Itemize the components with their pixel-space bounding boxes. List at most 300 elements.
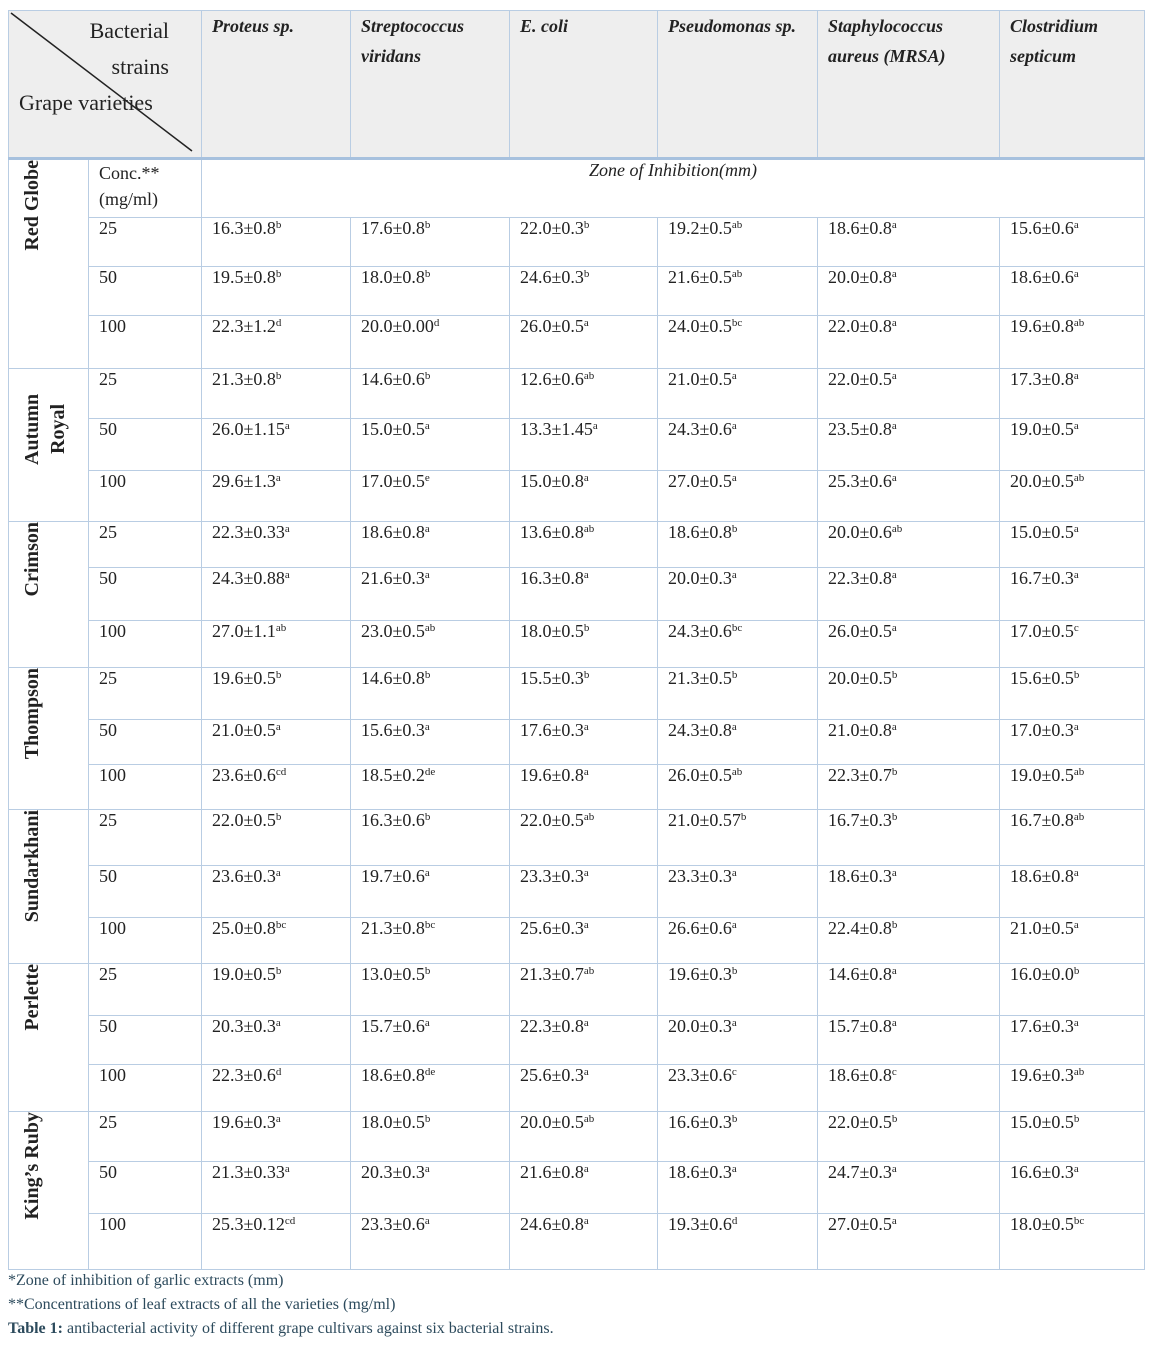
significance-letter: b [275, 219, 282, 231]
significance-letter: a [891, 1017, 897, 1029]
value-text: 16.6±0.3 [668, 1112, 732, 1132]
significance-letter: a [1073, 1017, 1079, 1029]
value-cell [510, 1065, 658, 1112]
value-cell [351, 218, 510, 267]
significance-letter: d [275, 1066, 282, 1078]
value-cell [351, 1214, 510, 1270]
value-text: 25.0±0.8 [212, 918, 276, 938]
value-cell [1000, 1162, 1145, 1214]
value-cell [351, 964, 510, 1016]
variety-name: Thompson [21, 668, 43, 760]
value-text: 20.3±0.3 [361, 1162, 425, 1182]
value-cell [818, 810, 1000, 866]
value-text: 27.0±0.5 [828, 1214, 892, 1234]
corner-bottom-label: Grape varieties [19, 90, 153, 115]
header-row [9, 11, 1145, 159]
significance-letter: a [1073, 268, 1079, 280]
value-cell [1000, 621, 1145, 668]
value-cell [510, 1162, 658, 1214]
value-text: 19.3±0.6 [668, 1214, 732, 1234]
value-cell [510, 369, 658, 419]
value-cell [818, 369, 1000, 419]
significance-letter: a [424, 1215, 430, 1227]
significance-letter: a [275, 472, 281, 484]
significance-letter: b [424, 219, 431, 231]
value-cell [510, 964, 658, 1016]
significance-letter: a [1073, 919, 1079, 931]
value-cell [351, 1162, 510, 1214]
value-cell [351, 668, 510, 720]
conc-cell: 100 [89, 316, 202, 369]
value-cell [818, 316, 1000, 369]
value-text: 18.6±0.3 [668, 1162, 732, 1182]
value-cell [202, 668, 351, 720]
caption-text: antibacterial activity of different grape cultivars against six bacterial strains. [62, 1320, 554, 1337]
value-text: 19.0±0.5 [212, 964, 276, 984]
significance-letter: b [424, 965, 431, 977]
value-cell [658, 419, 818, 471]
variety-cell [9, 1112, 89, 1270]
significance-letter: a [731, 472, 737, 484]
value-cell [510, 1016, 658, 1065]
value-cell [1000, 522, 1145, 568]
value-cell [1000, 964, 1145, 1016]
value-cell [202, 471, 351, 522]
value-text: 19.6±0.8 [520, 765, 584, 785]
value-cell [658, 1112, 818, 1162]
significance-letter: b [424, 268, 431, 280]
significance-letter: ab [583, 370, 595, 382]
value-cell [1000, 866, 1145, 918]
value-text: 20.0±0.5 [520, 1112, 584, 1132]
significance-letter: a [891, 317, 897, 329]
value-text: 14.6±0.8 [828, 964, 892, 984]
value-text: 19.0±0.5 [1010, 765, 1074, 785]
value-cell [818, 419, 1000, 471]
significance-letter: a [424, 523, 430, 535]
table-caption [8, 1317, 554, 1341]
value-text: 18.6±0.6 [1010, 267, 1074, 287]
value-cell [202, 1214, 351, 1270]
value-text: 18.6±0.8 [828, 218, 892, 238]
value-cell [351, 1065, 510, 1112]
table-row [9, 1162, 1145, 1214]
value-text: 27.0±1.1 [212, 621, 276, 641]
value-text: 15.6±0.6 [1010, 218, 1074, 238]
significance-letter: b [424, 811, 431, 823]
variety-name: Crimson [21, 522, 43, 597]
value-cell [658, 218, 818, 267]
value-text: 16.6±0.3 [1010, 1162, 1074, 1182]
value-text: 15.0±0.5 [1010, 522, 1074, 542]
value-cell [818, 471, 1000, 522]
value-text: 18.0±0.8 [361, 267, 425, 287]
significance-letter: a [731, 370, 737, 382]
value-cell [202, 316, 351, 369]
value-cell [202, 918, 351, 964]
value-cell [202, 621, 351, 668]
value-text: 17.0±0.5 [1010, 621, 1074, 641]
value-text: 24.3±0.8 [668, 720, 732, 740]
conc-cell: 100 [89, 918, 202, 964]
value-cell [351, 267, 510, 316]
variety-cell [9, 522, 89, 668]
value-cell [202, 765, 351, 810]
value-cell [818, 218, 1000, 267]
value-cell [658, 471, 818, 522]
value-cell [818, 1214, 1000, 1270]
value-cell [818, 918, 1000, 964]
corner-top-label: Bacterial strains [89, 18, 169, 79]
significance-letter: a [583, 1066, 589, 1078]
significance-letter: a [891, 1215, 897, 1227]
value-cell [510, 1214, 658, 1270]
value-cell [510, 765, 658, 810]
significance-letter: a [731, 420, 737, 432]
conc-cell: 25 [89, 964, 202, 1016]
value-cell [510, 316, 658, 369]
significance-letter: a [284, 569, 290, 581]
value-text: 16.0±0.0 [1010, 964, 1074, 984]
footnote-2: **Concentrations of leaf extracts of all the varieties (mg/ml) [8, 1296, 396, 1313]
value-cell [351, 369, 510, 419]
significance-letter: d [275, 317, 282, 329]
value-cell [351, 720, 510, 765]
strain-header: Streptococcus viridans [351, 11, 510, 159]
significance-letter: c [1073, 622, 1079, 634]
value-text: 18.0±0.5 [361, 1112, 425, 1132]
significance-letter: ab [731, 219, 743, 231]
value-text: 17.6±0.3 [520, 720, 584, 740]
value-cell [510, 471, 658, 522]
value-cell [658, 522, 818, 568]
value-text: 23.6±0.6 [212, 765, 276, 785]
table-row [9, 267, 1145, 316]
significance-letter: ab [731, 766, 743, 778]
value-text: 14.6±0.8 [361, 668, 425, 688]
significance-letter: b [731, 1113, 738, 1125]
value-text: 15.7±0.8 [828, 1016, 892, 1036]
value-text: 23.6±0.3 [212, 866, 276, 886]
variety-cell [9, 964, 89, 1112]
value-cell [202, 568, 351, 621]
value-cell [658, 964, 818, 1016]
value-text: 19.2±0.5 [668, 218, 732, 238]
value-text: 19.6±0.3 [668, 964, 732, 984]
value-text: 22.0±0.5 [520, 810, 584, 830]
value-text: 20.0±0.5 [1010, 471, 1074, 491]
value-cell [658, 568, 818, 621]
value-text: 16.7±0.3 [1010, 568, 1074, 588]
significance-letter: a [891, 472, 897, 484]
value-cell [202, 1016, 351, 1065]
value-text: 22.3±0.6 [212, 1065, 276, 1085]
strain-header: Clostridium septicum [1000, 11, 1145, 159]
significance-letter: a [424, 721, 430, 733]
table-row [9, 668, 1145, 720]
value-cell [351, 419, 510, 471]
value-cell [658, 668, 818, 720]
strain-header: E. coli [510, 11, 658, 159]
value-cell [818, 720, 1000, 765]
significance-letter: a [731, 569, 737, 581]
value-text: 24.3±0.6 [668, 621, 732, 641]
significance-letter: b [731, 523, 738, 535]
value-text: 23.5±0.8 [828, 419, 892, 439]
significance-letter: b [891, 766, 898, 778]
table-row [9, 1065, 1145, 1112]
value-cell [510, 720, 658, 765]
value-cell [510, 1112, 658, 1162]
value-cell [1000, 419, 1145, 471]
variety-cell [9, 159, 89, 369]
results-table [8, 10, 1145, 1270]
value-cell [202, 1162, 351, 1214]
value-text: 20.0±0.00 [361, 316, 434, 336]
value-text: 21.3±0.33 [212, 1162, 285, 1182]
value-text: 21.0±0.5 [668, 369, 732, 389]
significance-letter: b [891, 811, 898, 823]
value-text: 18.0±0.5 [1010, 1214, 1074, 1234]
significance-letter: a [891, 965, 897, 977]
conc-cell: 100 [89, 621, 202, 668]
value-cell [510, 668, 658, 720]
value-cell [351, 316, 510, 369]
value-text: 22.0±0.5 [828, 369, 892, 389]
value-cell [658, 1016, 818, 1065]
value-text: 24.3±0.6 [668, 419, 732, 439]
variety-cell [9, 668, 89, 810]
value-text: 21.3±0.5 [668, 668, 732, 688]
significance-letter: a [583, 721, 589, 733]
value-text: 17.3±0.8 [1010, 369, 1074, 389]
value-text: 21.6±0.5 [668, 267, 732, 287]
value-cell [658, 810, 818, 866]
significance-letter: a [891, 268, 897, 280]
significance-letter: ab [583, 1113, 595, 1125]
value-text: 16.7±0.8 [1010, 810, 1074, 830]
significance-letter: de [424, 766, 436, 778]
significance-letter: a [284, 420, 290, 432]
value-text: 25.3±0.6 [828, 471, 892, 491]
variety-name: King’s Ruby [21, 1112, 43, 1220]
table-row [9, 522, 1145, 568]
significance-letter: a [891, 219, 897, 231]
value-cell [510, 621, 658, 668]
value-cell [1000, 1065, 1145, 1112]
significance-letter: cd [284, 1215, 296, 1227]
value-cell [510, 218, 658, 267]
significance-letter: ab [1073, 317, 1085, 329]
significance-letter: ab [1073, 1066, 1085, 1078]
value-cell [351, 765, 510, 810]
value-cell [658, 918, 818, 964]
significance-letter: b [891, 669, 898, 681]
value-text: 19.6±0.3 [212, 1112, 276, 1132]
value-text: 22.3±1.2 [212, 316, 276, 336]
value-cell [510, 568, 658, 621]
value-text: 19.0±0.5 [1010, 419, 1074, 439]
value-text: 21.3±0.7 [520, 964, 584, 984]
value-cell [202, 1112, 351, 1162]
significance-letter: ab [583, 811, 595, 823]
value-text: 21.0±0.8 [828, 720, 892, 740]
value-cell [1000, 218, 1145, 267]
value-cell [818, 765, 1000, 810]
table-row [9, 471, 1145, 522]
variety-name: Autumn Royal [21, 393, 69, 465]
value-cell [1000, 810, 1145, 866]
significance-letter: ab [275, 622, 287, 634]
value-text: 15.0±0.5 [361, 419, 425, 439]
significance-letter: a [424, 1163, 430, 1175]
significance-letter: a [1073, 569, 1079, 581]
conc-cell: 50 [89, 1016, 202, 1065]
significance-letter: ab [1073, 811, 1085, 823]
significance-letter: e [424, 472, 430, 484]
significance-letter: b [583, 219, 590, 231]
value-cell [510, 810, 658, 866]
significance-letter: a [424, 1017, 430, 1029]
value-cell [818, 522, 1000, 568]
significance-letter: a [891, 867, 897, 879]
corner-header [9, 11, 202, 159]
value-text: 17.0±0.3 [1010, 720, 1074, 740]
value-text: 15.6±0.3 [361, 720, 425, 740]
value-cell [510, 267, 658, 316]
value-text: 23.0±0.5 [361, 621, 425, 641]
value-cell [351, 568, 510, 621]
value-text: 20.0±0.3 [668, 568, 732, 588]
significance-letter: a [424, 420, 430, 432]
value-cell [510, 419, 658, 471]
significance-letter: b [1073, 669, 1080, 681]
significance-letter: b [275, 965, 282, 977]
significance-letter: b [1073, 1113, 1080, 1125]
value-text: 23.3±0.3 [520, 866, 584, 886]
significance-letter: bc [424, 919, 436, 931]
significance-letter: a [583, 1163, 589, 1175]
value-text: 22.3±0.8 [828, 568, 892, 588]
conc-label: Conc.** (mg/ml) [89, 159, 202, 218]
significance-letter: c [731, 1066, 737, 1078]
significance-letter: a [583, 472, 589, 484]
value-cell [202, 267, 351, 316]
value-text: 18.6±0.8 [828, 1065, 892, 1085]
value-text: 21.0±0.57 [668, 810, 741, 830]
subheader-row [9, 159, 1145, 218]
significance-letter: a [1073, 1163, 1079, 1175]
value-cell [1000, 1016, 1145, 1065]
significance-letter: a [1073, 420, 1079, 432]
significance-letter: a [275, 721, 281, 733]
value-text: 21.6±0.8 [520, 1162, 584, 1182]
value-cell [1000, 471, 1145, 522]
significance-letter: b [275, 669, 282, 681]
value-cell [510, 866, 658, 918]
significance-letter: a [275, 867, 281, 879]
conc-cell: 50 [89, 720, 202, 765]
table-row [9, 1112, 1145, 1162]
significance-letter: b [731, 965, 738, 977]
value-text: 23.3±0.3 [668, 866, 732, 886]
value-text: 21.3±0.8 [361, 918, 425, 938]
significance-letter: bc [1073, 1215, 1085, 1227]
zone-title: Zone of Inhibition(mm) [202, 159, 1145, 218]
value-text: 26.6±0.6 [668, 918, 732, 938]
value-cell [818, 621, 1000, 668]
conc-cell: 50 [89, 419, 202, 471]
value-text: 29.6±1.3 [212, 471, 276, 491]
conc-cell: 100 [89, 765, 202, 810]
conc-cell: 50 [89, 1162, 202, 1214]
value-cell [658, 316, 818, 369]
value-text: 22.0±0.8 [828, 316, 892, 336]
significance-letter: a [731, 721, 737, 733]
value-cell [658, 1214, 818, 1270]
conc-cell: 100 [89, 471, 202, 522]
value-cell [510, 522, 658, 568]
value-cell [658, 267, 818, 316]
conc-cell: 25 [89, 522, 202, 568]
value-text: 21.3±0.8 [212, 369, 276, 389]
table-row [9, 568, 1145, 621]
significance-letter: b [891, 1113, 898, 1125]
significance-letter: b [275, 811, 282, 823]
caption-label: Table 1: [8, 1320, 63, 1337]
value-cell [818, 1162, 1000, 1214]
significance-letter: b [424, 669, 431, 681]
significance-letter: a [731, 1163, 737, 1175]
significance-letter: c [891, 1066, 897, 1078]
conc-cell: 25 [89, 668, 202, 720]
value-text: 13.0±0.5 [361, 964, 425, 984]
value-text: 24.6±0.3 [520, 267, 584, 287]
conc-cell: 25 [89, 1112, 202, 1162]
significance-letter: b [731, 669, 738, 681]
value-cell [1000, 668, 1145, 720]
significance-letter: a [284, 523, 290, 535]
value-text: 26.0±0.5 [828, 621, 892, 641]
value-cell [658, 1162, 818, 1214]
significance-letter: b [1073, 965, 1080, 977]
significance-letter: a [275, 1017, 281, 1029]
value-text: 18.0±0.5 [520, 621, 584, 641]
value-text: 20.0±0.5 [828, 668, 892, 688]
significance-letter: a [891, 370, 897, 382]
value-text: 13.3±1.45 [520, 419, 593, 439]
value-text: 21.0±0.5 [212, 720, 276, 740]
table-row [9, 964, 1145, 1016]
value-text: 25.6±0.3 [520, 1065, 584, 1085]
significance-letter: ab [731, 268, 743, 280]
value-cell [202, 522, 351, 568]
value-text: 22.3±0.33 [212, 522, 285, 542]
value-cell [1000, 765, 1145, 810]
value-cell [1000, 1112, 1145, 1162]
value-cell [1000, 1214, 1145, 1270]
significance-letter: ab [583, 523, 595, 535]
value-text: 22.0±0.5 [828, 1112, 892, 1132]
value-text: 19.5±0.8 [212, 267, 276, 287]
significance-letter: ab [1073, 766, 1085, 778]
value-text: 19.6±0.8 [1010, 316, 1074, 336]
value-text: 23.3±0.6 [361, 1214, 425, 1234]
value-text: 17.0±0.5 [361, 471, 425, 491]
value-cell [202, 369, 351, 419]
significance-letter: a [592, 420, 598, 432]
significance-letter: a [891, 721, 897, 733]
